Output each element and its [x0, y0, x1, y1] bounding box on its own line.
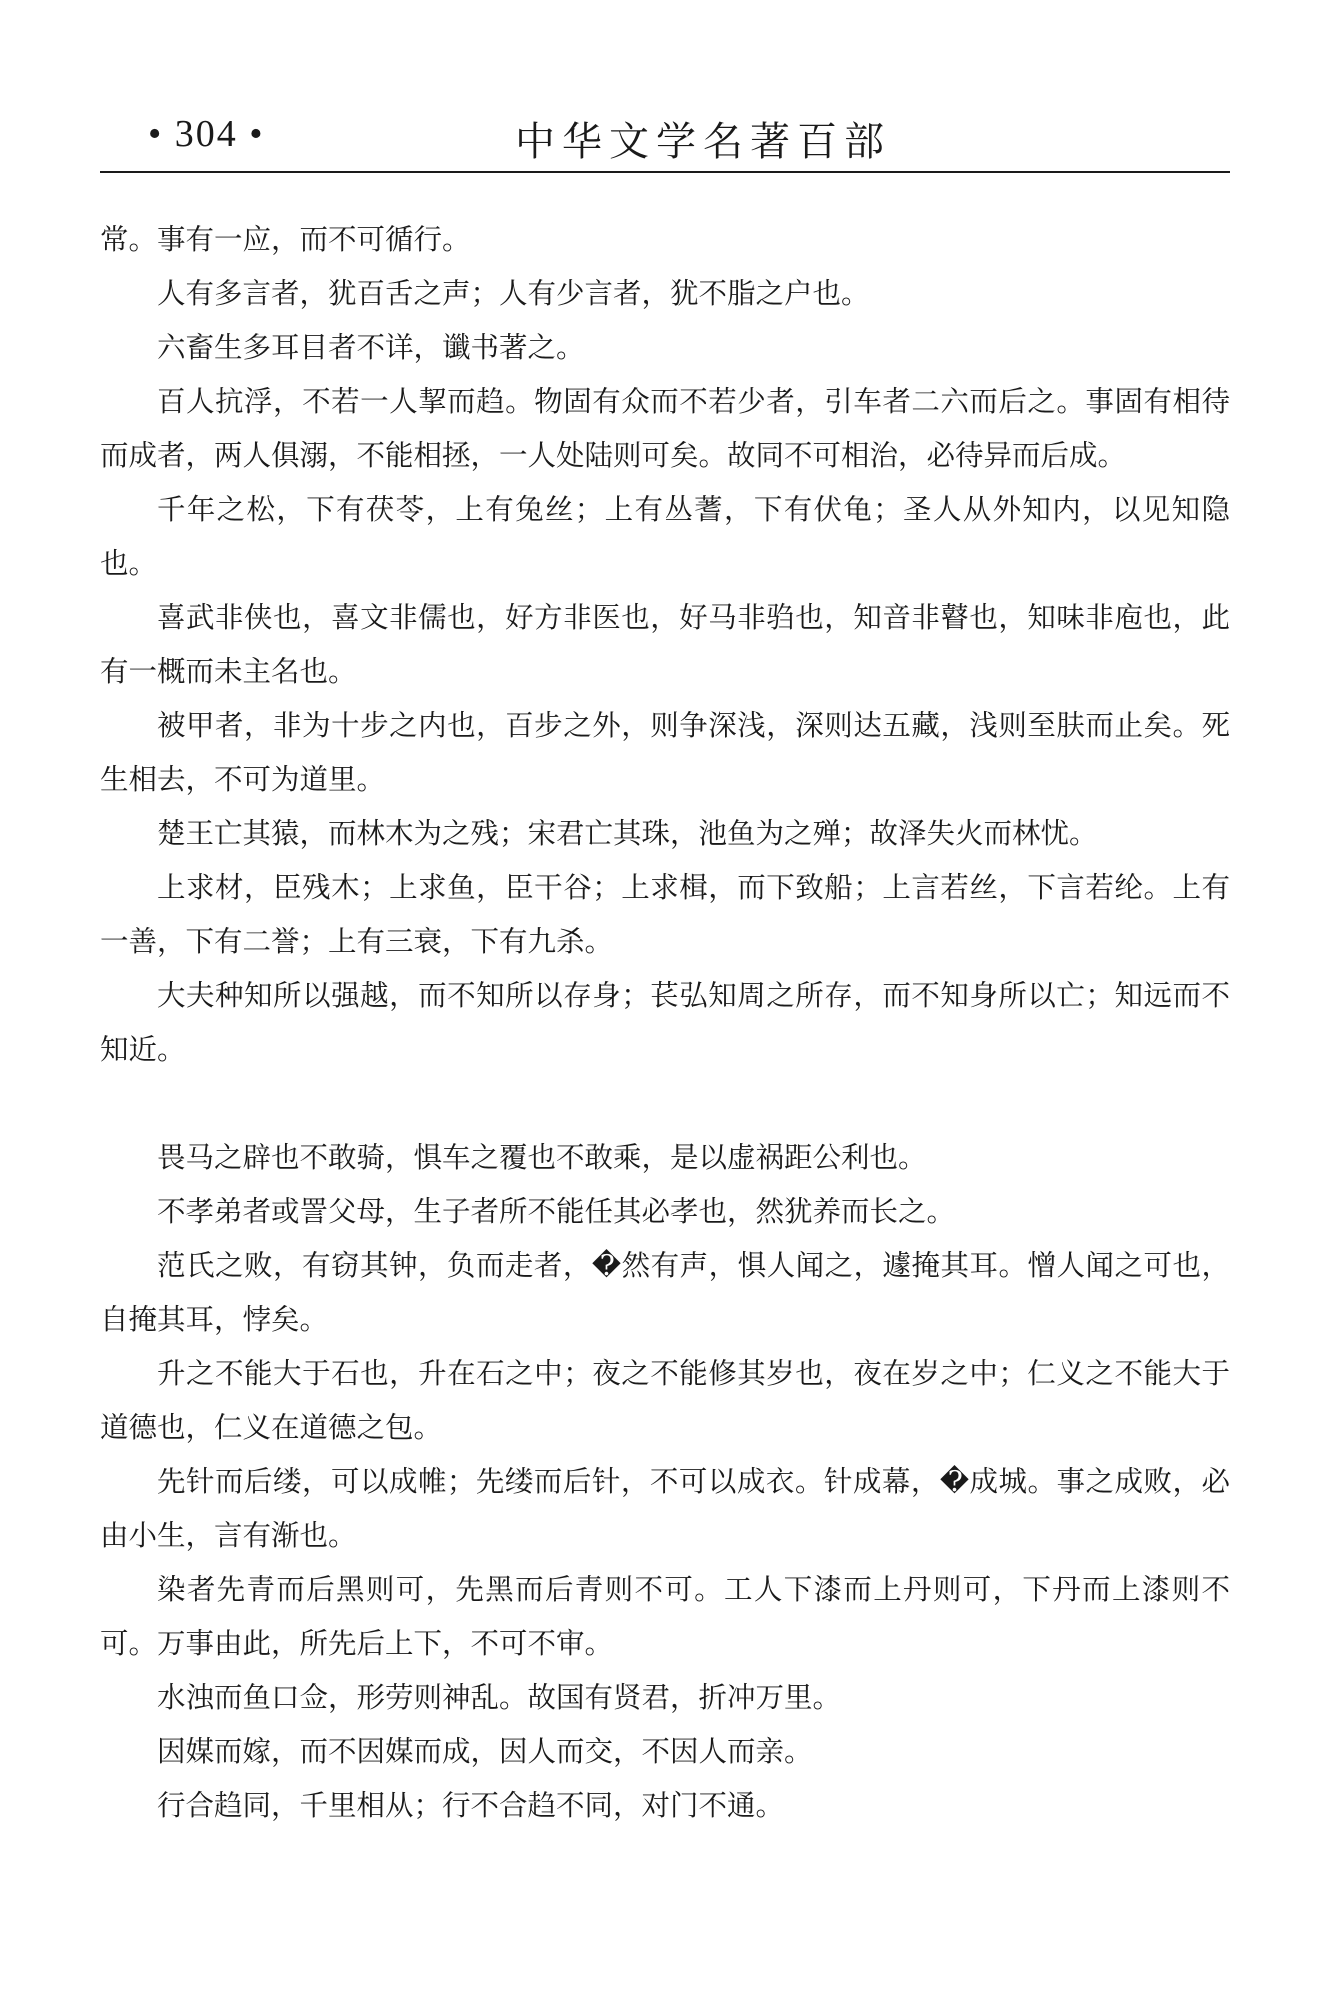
paragraph: 被甲者，非为十步之内也，百步之外，则争深浅，深则达五藏，浅则至肤而止矣。死生相去，不可为道里。 [100, 709, 1230, 796]
body-text [100, 213, 1230, 1833]
paragraph: 上求材，臣残木；上求鱼，臣干谷；上求楫，而下致船；上言若丝，下言若纶。上有一善，下有二誉；上有三衰，下有九杀。 [100, 871, 1230, 958]
paragraph: 大夫种知所以强越，而不知所以存身；苌弘知周之所存，而不知身所以亡；知远而不知近。 [100, 979, 1230, 1066]
page-header [100, 108, 1230, 168]
paragraph: 千年之松，下有茯苓，上有兔丝；上有丛蓍，下有伏龟；圣人从外知内，以见知隐也。 [100, 493, 1230, 580]
paragraph: 六畜生多耳目者不详，谶书著之。 [157, 331, 585, 364]
paragraph: 先针而后缕，可以成帷；先缕而后针，不可以成衣。针成幕，�成城。事之成败，必由小生，言有渐也。 [100, 1465, 1230, 1552]
paragraph: 人有多言者，犹百舌之声；人有少言者，犹不脂之户也。 [157, 277, 870, 310]
paragraph: 畏马之辟也不敢骑，惧车之覆也不敢乘，是以虚祸距公利也。 [157, 1141, 927, 1174]
header-divider [100, 171, 1230, 173]
paragraph: 升之不能大于石也，升在石之中；夜之不能修其岁也，夜在岁之中；仁义之不能大于道德也，仁义在道德之包。 [100, 1357, 1230, 1444]
paragraph: 染者先青而后黑则可，先黑而后青则不可。工人下漆而上丹则可，下丹而上漆则不可。万事由此，所先后上下，不可不审。 [100, 1573, 1230, 1660]
paragraph: 楚王亡其猿，而林木为之残；宋君亡其珠，池鱼为之殚；故泽失火而林忧。 [157, 817, 1098, 850]
paragraph: 百人抗浮，不若一人挈而趋。物固有众而不若少者，引车者二六而后之。事固有相待而成者，两人俱溺，不能相拯，一人处陆则可矣。故同不可相治，必待异而后成。 [100, 385, 1230, 472]
section-gap [100, 1077, 1230, 1131]
paragraph: 水浊而鱼口佥，形劳则神乱。故国有贤君，折冲万里。 [157, 1681, 842, 1714]
paragraph: 因媒而嫁，而不因媒而成，因人而交，不因人而亲。 [157, 1735, 813, 1768]
book-title: 中华文学名著百部 [515, 119, 891, 165]
paragraph: 范氏之败，有窃其钟，负而走者，�然有声，惧人闻之，遽掩其耳。憎人闻之可也，自掩其耳，悖矣。 [100, 1249, 1230, 1336]
paragraph: 行合趋同，千里相从；行不合趋不同，对门不通。 [157, 1789, 785, 1822]
paragraph: 不孝弟者或詈父母，生子者所不能任其必孝也，然犹养而长之。 [157, 1195, 956, 1228]
page-number: • 304 • [148, 113, 265, 155]
paragraph: 常。事有一应，而不可循行。 [100, 223, 471, 256]
paragraph: 喜武非侠也，喜文非儒也，好方非医也，好马非驺也，知音非瞽也，知味非庖也，此有一概而未主名也。 [100, 601, 1230, 688]
